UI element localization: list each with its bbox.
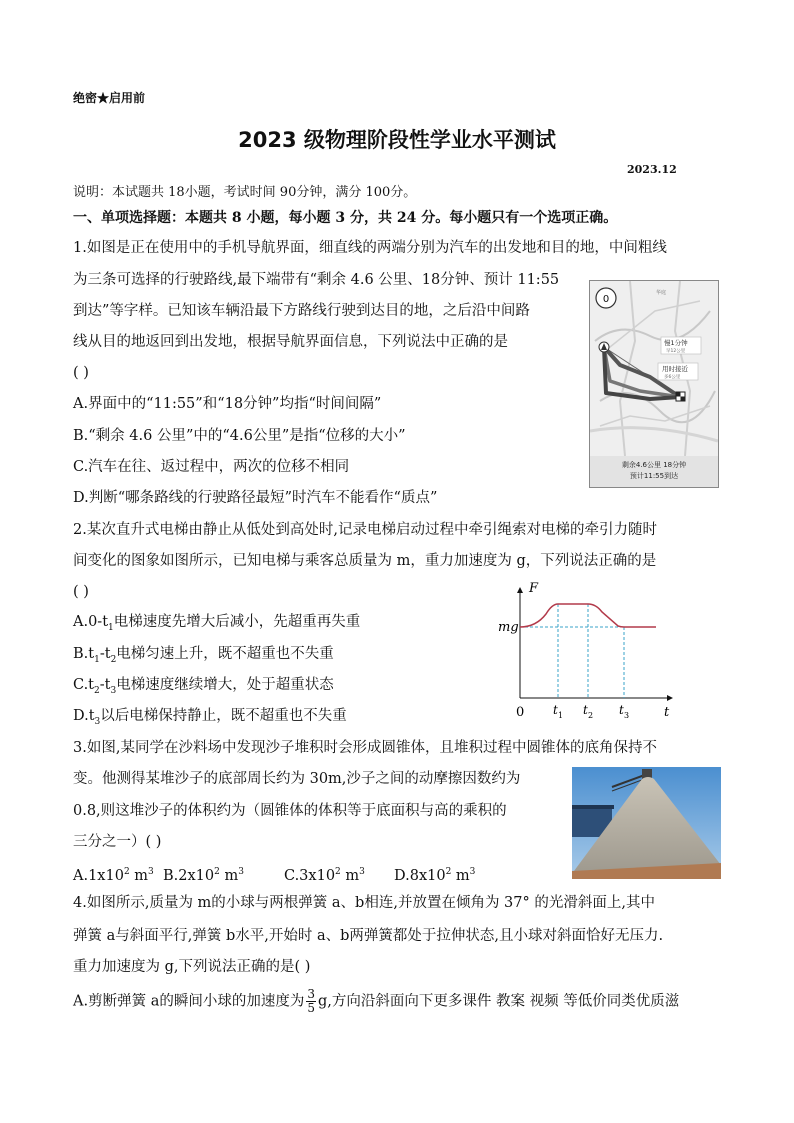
q3-option-b: $B.2x10^2$ $m^3$ xyxy=(163,867,244,884)
q3-line-3: 0.8,则这堆沙子的体积约为（圆锥体的体积等于底面积与高的乘积的 xyxy=(73,803,507,819)
q2-line-1: 2.某次直升式电梯由静止从低处到高处时,记录电梯启动过程中牵引绳索对电梯的牵引力随时 xyxy=(73,522,657,538)
q3-option-c: $C.3x10^2$ $m^3$ xyxy=(284,867,365,884)
navigation-map-figure xyxy=(589,280,719,488)
t3-tick-label xyxy=(619,703,629,720)
q3-option-a: $A.1x10^2$ $m^3$ xyxy=(73,867,154,884)
route-callout-1-detail: 早12公里 xyxy=(666,349,686,354)
q2-option-a: $A.0-t_1$电梯速度先增大后减小，先超重再失重 xyxy=(73,614,361,633)
q2-answer-blank: ( ) xyxy=(73,584,89,600)
fraction-three-fifths: $\frac{3}{5}$ xyxy=(307,987,315,1015)
q1-line-1: 1.如图是正在使用中的手机导航界面，细直线的两端分别为汽车的出发地和目的地，中间粗线 xyxy=(73,240,667,256)
q1-option-c: C.汽车在往、返过程中，两次的位移不相同 xyxy=(73,459,350,475)
origin-label: 0 xyxy=(516,705,525,720)
q1-line-3: 到达”等字样。已知该车辆沿最下方路线行驶到达目的地，之后沿中间路 xyxy=(73,303,530,319)
q3-option-d: $D.8x10^2$ $m^3$ xyxy=(394,867,476,884)
svg-text:t: t xyxy=(553,703,558,717)
map-place-label: 华庭 xyxy=(656,290,667,296)
force-time-chart xyxy=(494,578,684,723)
route-callout-2-detail: 多6公里 xyxy=(664,375,681,380)
q4-line-3: 重力加速度为 g,下列说法正确的是( ) xyxy=(73,959,311,975)
q1-answer-blank: ( ) xyxy=(73,365,89,381)
page-title: 2023 级物理阶段性学业水平测试 xyxy=(238,128,556,152)
speed-value: 0 xyxy=(602,294,610,305)
confidential-label: 绝密★启用前 xyxy=(73,91,146,105)
svg-text:3: 3 xyxy=(624,711,630,720)
t1-tick-label xyxy=(553,703,563,720)
x-axis-label: t xyxy=(664,705,670,720)
y-axis-label: F xyxy=(529,581,539,596)
eta-label: 预计11:55到达 xyxy=(629,472,679,480)
sand-pile-photo xyxy=(572,767,721,879)
q2-line-2: 间变化的图象如图所示，已知电梯与乘客总质量为 m，重力加速度为 g，下列说法正确的是 xyxy=(73,553,657,569)
t2-tick-label xyxy=(583,703,593,720)
remaining-distance-label: 剩余4.6公里 18分钟 xyxy=(621,461,687,469)
q2-option-c: $C.t_2-t_3$电梯速度继续增大，处于超重状态 xyxy=(73,677,334,696)
route-callout-1-title: 慢1分钟 xyxy=(664,339,688,347)
route-callout-2-title: 用时接近 xyxy=(662,365,688,373)
svg-text:t: t xyxy=(583,703,588,717)
q4-line-1: 4.如图所示,质量为 m的小球与两根弹簧 a、b相连,并放置在倾角为 37° 的光滑斜面上,其中 xyxy=(73,895,655,911)
q1-option-d: D.判断“哪条路线的行驶路径最短”时汽车不能看作“质点” xyxy=(73,490,438,506)
q2-option-d: $D.t_3$以后电梯保持静止，既不超重也不失重 xyxy=(73,708,347,727)
svg-text:t: t xyxy=(619,703,624,717)
section-heading: 一、单项选择题：本题共 8 小题，每小题 3 分，共 24 分。每小题只有一个选项正确。 xyxy=(73,210,618,226)
navigation-map xyxy=(590,281,718,487)
q3-line-2: 变。他测得某堆沙子的底部周长约为 30m,沙子之间的动摩擦因数约为 xyxy=(73,771,521,787)
svg-text:2: 2 xyxy=(588,711,594,720)
q1-line-4: 线从目的地返回到出发地，根据导航界面信息，下列说法中正确的是 xyxy=(73,334,508,350)
q2-option-b: $B.t_1-t_2$电梯匀速上升，既不超重也不失重 xyxy=(73,646,334,665)
q3-line-1: 3.如图,某同学在沙料场中发现沙子堆积时会形成圆锥体，且堆积过程中圆锥体的底角保持不 xyxy=(73,740,657,756)
exam-date: 2023.12 xyxy=(627,163,677,176)
q4-line-2: 弹簧 a与斜面平行,弹簧 b水平,开始时 a、b两弹簧都处于拉伸状态,且小球对斜面恰好无压力. xyxy=(73,928,664,944)
mg-label: mg xyxy=(498,620,519,635)
svg-text:1: 1 xyxy=(558,711,564,720)
q3-line-4: 三分之一）( ) xyxy=(73,834,162,850)
q1-line-2: 为三条可选择的行驶路线,最下端带有“剩余 4.6 公里、18分钟、预计 11:55 xyxy=(73,272,560,288)
exam-instructions: 说明：本试题共 18小题，考试时间 90分钟，满分 100分。 xyxy=(73,185,417,200)
q1-option-a: A.界面中的“11:55”和“18分钟”均指“时间间隔” xyxy=(73,396,382,412)
q4-option-a: A.剪断弹簧 a的瞬间小球的加速度为 $\frac{3}{5}$ g,方向沿斜面向下更多课件 教案 视频 等低价同类优质滋 xyxy=(73,987,680,1015)
q1-option-b: B.“剩余 4.6 公里”中的“4.6公里”是指“位移的大小” xyxy=(73,428,406,444)
